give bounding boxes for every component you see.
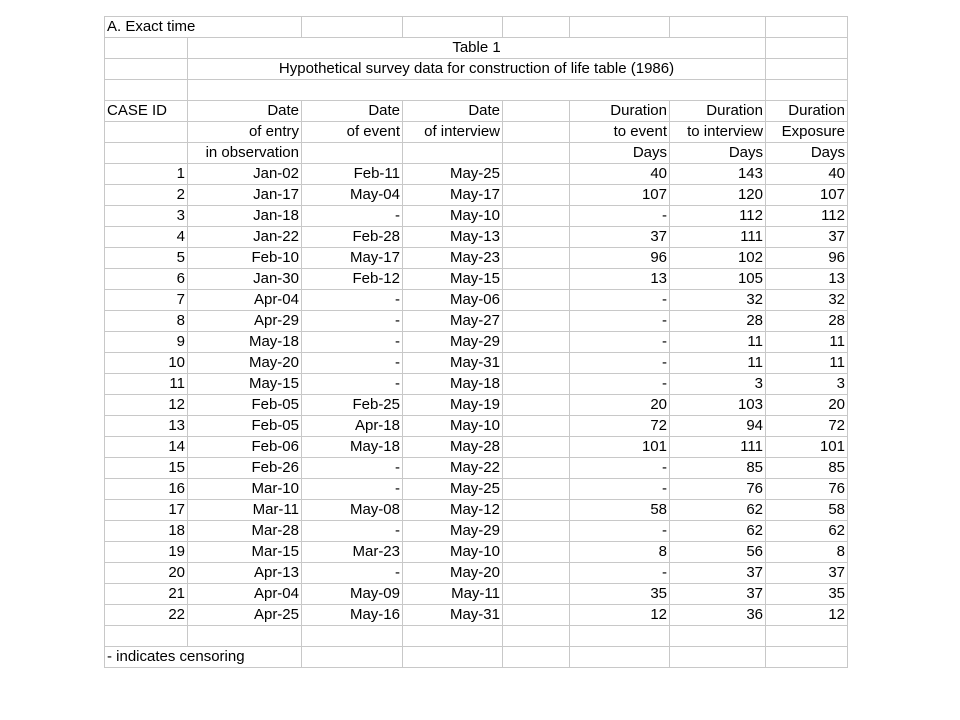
table-row (105, 268, 848, 289)
caption-row (105, 59, 848, 80)
cell-date-interview[interactable]: May-10 (403, 541, 503, 562)
table-row (105, 163, 848, 184)
cell-date-entry[interactable]: Mar-28 (188, 520, 302, 541)
cell-exposure[interactable]: 11 (766, 331, 848, 352)
cell-spacer[interactable] (503, 478, 570, 499)
header-cell[interactable]: to interview (670, 121, 766, 142)
table-row (105, 373, 848, 394)
cell-duration-interview[interactable]: 11 (670, 352, 766, 373)
header-cell[interactable] (403, 142, 503, 163)
cell-duration-event[interactable]: 72 (570, 415, 670, 436)
cell-case-id[interactable]: 14 (105, 436, 188, 457)
empty-cell[interactable] (403, 625, 503, 646)
section-row (105, 17, 848, 38)
cell-duration-event[interactable]: 12 (570, 604, 670, 625)
empty-cell[interactable] (105, 80, 188, 101)
cell-case-id[interactable]: 18 (105, 520, 188, 541)
header-duration-event[interactable]: Duration (570, 100, 670, 121)
cell-duration-interview[interactable]: 111 (670, 436, 766, 457)
cell-date-entry[interactable]: Jan-22 (188, 226, 302, 247)
cell-case-id[interactable]: 6 (105, 268, 188, 289)
cell-exposure[interactable]: 112 (766, 205, 848, 226)
empty-cell[interactable] (503, 17, 570, 38)
table-row (105, 520, 848, 541)
cell-duration-interview[interactable]: 76 (670, 478, 766, 499)
cell-date-interview[interactable]: May-11 (403, 583, 503, 604)
table-row (105, 247, 848, 268)
cell-duration-event[interactable]: 35 (570, 583, 670, 604)
cell-exposure[interactable]: 96 (766, 247, 848, 268)
cell-date-event[interactable]: May-04 (302, 184, 403, 205)
cell-duration-event[interactable]: - (570, 373, 670, 394)
cell-case-id[interactable]: 3 (105, 205, 188, 226)
cell-case-id[interactable]: 2 (105, 184, 188, 205)
cell-date-event[interactable]: - (302, 310, 403, 331)
cell-case-id[interactable]: 22 (105, 604, 188, 625)
header-cell[interactable]: Days (766, 142, 848, 163)
table-label-row (105, 38, 848, 59)
header-date-event[interactable]: Date (302, 100, 403, 121)
life-table-sheet (104, 16, 848, 668)
cell-date-entry[interactable]: Apr-29 (188, 310, 302, 331)
header-cell[interactable]: to event (570, 121, 670, 142)
cell-date-entry[interactable]: Mar-10 (188, 478, 302, 499)
header-case-id[interactable]: CASE ID (105, 100, 188, 121)
empty-cell[interactable] (570, 17, 670, 38)
cell-exposure[interactable]: 37 (766, 562, 848, 583)
header-date-interview[interactable]: Date (403, 100, 503, 121)
cell-case-id[interactable]: 5 (105, 247, 188, 268)
cell-duration-interview[interactable]: 85 (670, 457, 766, 478)
cell-case-id[interactable]: 11 (105, 373, 188, 394)
cell-exposure[interactable]: 37 (766, 226, 848, 247)
table-row (105, 436, 848, 457)
cell-case-id[interactable]: 9 (105, 331, 188, 352)
cell-date-event[interactable]: - (302, 457, 403, 478)
cell-date-entry[interactable]: Apr-25 (188, 604, 302, 625)
cell-date-interview[interactable]: May-20 (403, 562, 503, 583)
cell-exposure[interactable]: 58 (766, 499, 848, 520)
cell-date-entry[interactable]: Apr-04 (188, 583, 302, 604)
cell-date-entry[interactable]: Feb-05 (188, 394, 302, 415)
header-cell[interactable]: of entry (188, 121, 302, 142)
cell-duration-event[interactable]: - (570, 310, 670, 331)
cell-spacer[interactable] (503, 562, 570, 583)
header-cell[interactable]: Days (570, 142, 670, 163)
cell-date-event[interactable]: Feb-28 (302, 226, 403, 247)
empty-cell[interactable] (670, 17, 766, 38)
cell-spacer[interactable] (503, 499, 570, 520)
header-duration-exposure[interactable]: Duration (766, 100, 848, 121)
cell-date-event[interactable]: - (302, 331, 403, 352)
cell-exposure[interactable]: 12 (766, 604, 848, 625)
cell-date-entry[interactable]: Feb-26 (188, 457, 302, 478)
cell-date-event[interactable]: - (302, 520, 403, 541)
table-label[interactable]: Table 1 (188, 38, 766, 59)
cell-spacer[interactable] (503, 541, 570, 562)
header-cell[interactable] (503, 142, 570, 163)
cell-date-event[interactable]: May-08 (302, 499, 403, 520)
cell-duration-event[interactable]: - (570, 289, 670, 310)
empty-cell[interactable] (766, 625, 848, 646)
table-caption[interactable]: Hypothetical survey data for construction of life table (1986) (188, 59, 766, 80)
cell-duration-interview[interactable]: 111 (670, 226, 766, 247)
cell-exposure[interactable]: 11 (766, 352, 848, 373)
cell-exposure[interactable]: 40 (766, 163, 848, 184)
cell-date-interview[interactable]: May-25 (403, 478, 503, 499)
header-cell[interactable]: in observation (188, 142, 302, 163)
cell-date-event[interactable]: Feb-12 (302, 268, 403, 289)
table-row (105, 394, 848, 415)
table-row (105, 205, 848, 226)
cell-date-event[interactable]: Feb-25 (302, 394, 403, 415)
cell-date-interview[interactable]: May-19 (403, 394, 503, 415)
cell-duration-event[interactable]: - (570, 331, 670, 352)
cell-date-interview[interactable]: May-06 (403, 289, 503, 310)
header-duration-interview[interactable]: Duration (670, 100, 766, 121)
footnote-row (105, 646, 848, 667)
header-cell[interactable] (105, 142, 188, 163)
cell-date-event[interactable]: - (302, 478, 403, 499)
table-row (105, 583, 848, 604)
cell-spacer[interactable] (503, 226, 570, 247)
cell-spacer[interactable] (503, 604, 570, 625)
cell-date-event[interactable]: May-18 (302, 436, 403, 457)
cell-spacer[interactable] (503, 520, 570, 541)
table-row (105, 310, 848, 331)
cell-spacer[interactable] (503, 331, 570, 352)
empty-cell[interactable] (766, 38, 848, 59)
empty-cell[interactable] (766, 646, 848, 667)
empty-cell[interactable] (105, 38, 188, 59)
empty-cell[interactable] (670, 625, 766, 646)
cell-duration-interview[interactable]: 112 (670, 205, 766, 226)
cell-date-interview[interactable]: May-25 (403, 163, 503, 184)
cell-date-entry[interactable]: Mar-11 (188, 499, 302, 520)
cell-case-id[interactable]: 15 (105, 457, 188, 478)
cell-date-event[interactable]: - (302, 562, 403, 583)
cell-date-interview[interactable]: May-10 (403, 205, 503, 226)
cell-duration-event[interactable]: 8 (570, 541, 670, 562)
table-row (105, 562, 848, 583)
blank-row (105, 625, 848, 646)
cell-date-interview[interactable]: May-31 (403, 604, 503, 625)
header-spacer[interactable] (503, 100, 570, 121)
cell-date-event[interactable]: Feb-11 (302, 163, 403, 184)
empty-cell[interactable] (503, 625, 570, 646)
empty-cell[interactable] (766, 80, 848, 101)
empty-cell[interactable] (503, 646, 570, 667)
header-cell[interactable]: Days (670, 142, 766, 163)
cell-spacer[interactable] (503, 394, 570, 415)
cell-spacer[interactable] (503, 373, 570, 394)
cell-exposure[interactable]: 32 (766, 289, 848, 310)
cell-exposure[interactable]: 28 (766, 310, 848, 331)
cell-duration-event[interactable]: - (570, 457, 670, 478)
empty-cell[interactable] (302, 625, 403, 646)
cell-duration-event[interactable]: 40 (570, 163, 670, 184)
cell-date-entry[interactable]: Apr-13 (188, 562, 302, 583)
section-label[interactable]: A. Exact time (105, 17, 302, 38)
cell-duration-event[interactable]: - (570, 520, 670, 541)
cell-date-entry[interactable]: Jan-02 (188, 163, 302, 184)
cell-date-interview[interactable]: May-31 (403, 352, 503, 373)
empty-cell[interactable] (105, 625, 188, 646)
cell-case-id[interactable]: 17 (105, 499, 188, 520)
cell-spacer[interactable] (503, 268, 570, 289)
cell-duration-interview[interactable]: 56 (670, 541, 766, 562)
cell-duration-event[interactable]: 101 (570, 436, 670, 457)
cell-duration-interview[interactable]: 37 (670, 583, 766, 604)
cell-date-interview[interactable]: May-27 (403, 310, 503, 331)
cell-spacer[interactable] (503, 310, 570, 331)
cell-date-entry[interactable]: Feb-10 (188, 247, 302, 268)
cell-spacer[interactable] (503, 415, 570, 436)
cell-date-interview[interactable]: May-22 (403, 457, 503, 478)
cell-duration-event[interactable]: 13 (570, 268, 670, 289)
header-cell[interactable]: of interview (403, 121, 503, 142)
table-row (105, 541, 848, 562)
cell-exposure[interactable]: 62 (766, 520, 848, 541)
table-row (105, 415, 848, 436)
cell-duration-interview[interactable]: 94 (670, 415, 766, 436)
cell-exposure[interactable]: 8 (766, 541, 848, 562)
cell-spacer[interactable] (503, 184, 570, 205)
table-row (105, 331, 848, 352)
cell-spacer[interactable] (503, 163, 570, 184)
cell-date-interview[interactable]: May-18 (403, 373, 503, 394)
cell-date-entry[interactable]: Jan-18 (188, 205, 302, 226)
cell-date-event[interactable]: May-09 (302, 583, 403, 604)
empty-cell[interactable] (670, 646, 766, 667)
cell-duration-event[interactable]: 96 (570, 247, 670, 268)
cell-duration-event[interactable]: 37 (570, 226, 670, 247)
cell-date-event[interactable]: May-16 (302, 604, 403, 625)
cell-date-interview[interactable]: May-13 (403, 226, 503, 247)
cell-duration-event[interactable]: - (570, 205, 670, 226)
empty-cell[interactable] (766, 17, 848, 38)
cell-date-entry[interactable]: May-20 (188, 352, 302, 373)
table-row (105, 457, 848, 478)
header-cell[interactable]: Exposure (766, 121, 848, 142)
cell-duration-interview[interactable]: 11 (670, 331, 766, 352)
empty-cell[interactable] (570, 625, 670, 646)
cell-date-entry[interactable]: Apr-04 (188, 289, 302, 310)
cell-date-event[interactable]: - (302, 289, 403, 310)
cell-spacer[interactable] (503, 583, 570, 604)
footnote[interactable]: - indicates censoring (105, 646, 302, 667)
cell-date-entry[interactable]: Feb-06 (188, 436, 302, 457)
empty-cell[interactable] (570, 646, 670, 667)
cell-case-id[interactable]: 10 (105, 352, 188, 373)
cell-case-id[interactable]: 20 (105, 562, 188, 583)
empty-cell[interactable] (403, 646, 503, 667)
cell-case-id[interactable]: 7 (105, 289, 188, 310)
cell-case-id[interactable]: 4 (105, 226, 188, 247)
cell-exposure[interactable]: 101 (766, 436, 848, 457)
cell-duration-event[interactable]: 107 (570, 184, 670, 205)
empty-cell[interactable] (188, 80, 766, 101)
cell-case-id[interactable]: 12 (105, 394, 188, 415)
table-row (105, 289, 848, 310)
cell-spacer[interactable] (503, 205, 570, 226)
cell-duration-interview[interactable]: 143 (670, 163, 766, 184)
cell-exposure[interactable]: 20 (766, 394, 848, 415)
header-row (105, 100, 848, 121)
empty-cell[interactable] (403, 17, 503, 38)
table-row (105, 604, 848, 625)
cell-exposure[interactable]: 72 (766, 415, 848, 436)
cell-duration-event[interactable]: - (570, 352, 670, 373)
header-row (105, 121, 848, 142)
cell-duration-event[interactable]: 58 (570, 499, 670, 520)
cell-spacer[interactable] (503, 436, 570, 457)
cell-exposure[interactable]: 85 (766, 457, 848, 478)
table-row (105, 352, 848, 373)
cell-date-event[interactable]: Apr-18 (302, 415, 403, 436)
empty-cell[interactable] (766, 59, 848, 80)
empty-cell[interactable] (302, 646, 403, 667)
cell-date-entry[interactable]: Mar-15 (188, 541, 302, 562)
empty-cell[interactable] (105, 59, 188, 80)
cell-date-event[interactable]: - (302, 373, 403, 394)
cell-duration-interview[interactable]: 32 (670, 289, 766, 310)
cell-spacer[interactable] (503, 457, 570, 478)
empty-cell[interactable] (302, 17, 403, 38)
cell-spacer[interactable] (503, 352, 570, 373)
cell-exposure[interactable]: 76 (766, 478, 848, 499)
table-row (105, 184, 848, 205)
cell-exposure[interactable]: 35 (766, 583, 848, 604)
cell-date-entry[interactable]: Jan-17 (188, 184, 302, 205)
header-date-entry[interactable]: Date (188, 100, 302, 121)
cell-date-event[interactable]: - (302, 205, 403, 226)
cell-spacer[interactable] (503, 247, 570, 268)
cell-duration-interview[interactable]: 36 (670, 604, 766, 625)
header-cell[interactable]: of event (302, 121, 403, 142)
cell-duration-interview[interactable]: 62 (670, 499, 766, 520)
cell-date-event[interactable]: May-17 (302, 247, 403, 268)
cell-date-interview[interactable]: May-28 (403, 436, 503, 457)
cell-date-entry[interactable]: May-18 (188, 331, 302, 352)
cell-duration-interview[interactable]: 3 (670, 373, 766, 394)
cell-exposure[interactable]: 107 (766, 184, 848, 205)
cell-date-interview[interactable]: May-23 (403, 247, 503, 268)
cell-duration-event[interactable]: - (570, 478, 670, 499)
cell-date-interview[interactable]: May-12 (403, 499, 503, 520)
cell-duration-event[interactable]: - (570, 562, 670, 583)
cell-case-id[interactable]: 19 (105, 541, 188, 562)
cell-spacer[interactable] (503, 289, 570, 310)
cell-duration-interview[interactable]: 103 (670, 394, 766, 415)
cell-date-event[interactable]: - (302, 352, 403, 373)
cell-date-interview[interactable]: May-15 (403, 268, 503, 289)
cell-date-interview[interactable]: May-17 (403, 184, 503, 205)
cell-date-entry[interactable]: May-15 (188, 373, 302, 394)
cell-duration-interview[interactable]: 102 (670, 247, 766, 268)
cell-exposure[interactable]: 13 (766, 268, 848, 289)
cell-duration-event[interactable]: 20 (570, 394, 670, 415)
cell-duration-interview[interactable]: 120 (670, 184, 766, 205)
header-cell[interactable] (302, 142, 403, 163)
cell-case-id[interactable]: 21 (105, 583, 188, 604)
cell-case-id[interactable]: 13 (105, 415, 188, 436)
cell-date-event[interactable]: Mar-23 (302, 541, 403, 562)
header-cell[interactable] (105, 121, 188, 142)
blank-row (105, 80, 848, 101)
cell-date-interview[interactable]: May-29 (403, 520, 503, 541)
header-row (105, 142, 848, 163)
table-row (105, 478, 848, 499)
cell-case-id[interactable]: 8 (105, 310, 188, 331)
cell-duration-interview[interactable]: 105 (670, 268, 766, 289)
cell-date-interview[interactable]: May-10 (403, 415, 503, 436)
table-row (105, 499, 848, 520)
cell-exposure[interactable]: 3 (766, 373, 848, 394)
cell-duration-interview[interactable]: 62 (670, 520, 766, 541)
cell-duration-interview[interactable]: 37 (670, 562, 766, 583)
cell-date-interview[interactable]: May-29 (403, 331, 503, 352)
data-rows (105, 163, 848, 625)
cell-date-entry[interactable]: Jan-30 (188, 268, 302, 289)
cell-duration-interview[interactable]: 28 (670, 310, 766, 331)
cell-case-id[interactable]: 16 (105, 478, 188, 499)
cell-case-id[interactable]: 1 (105, 163, 188, 184)
cell-date-entry[interactable]: Feb-05 (188, 415, 302, 436)
table-row (105, 226, 848, 247)
header-cell[interactable] (503, 121, 570, 142)
empty-cell[interactable] (188, 625, 302, 646)
